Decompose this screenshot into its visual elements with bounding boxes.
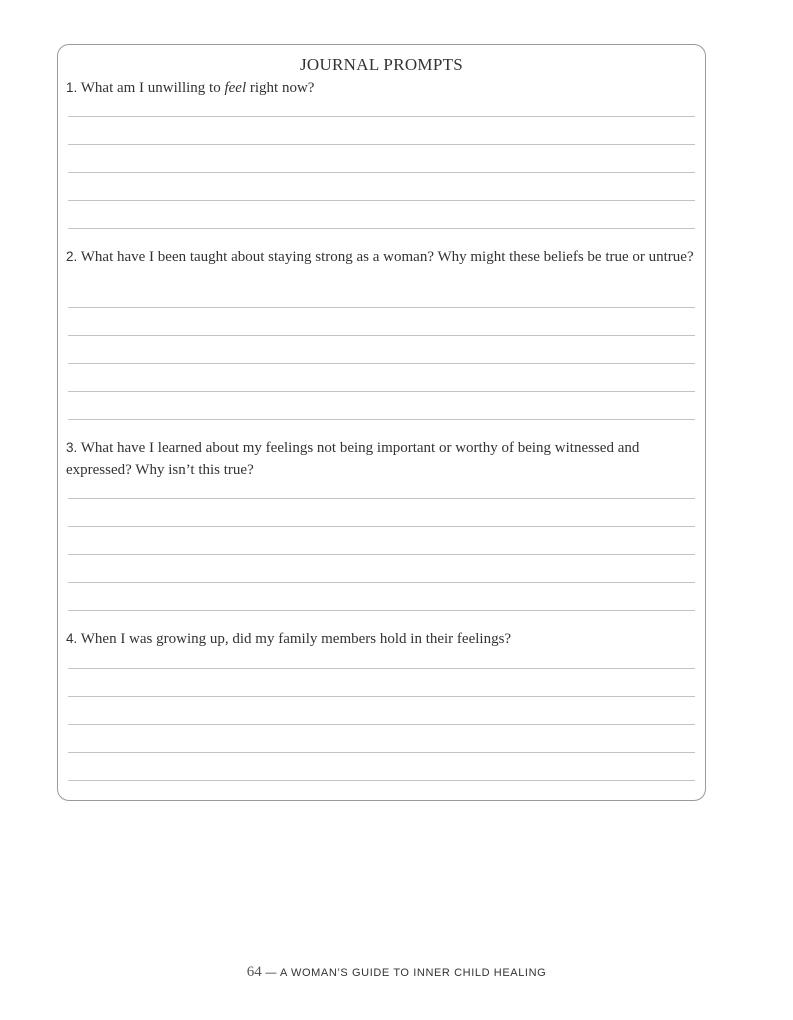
answer-line[interactable]: [68, 335, 695, 336]
prompt-number: 2.: [66, 249, 78, 264]
answer-line[interactable]: [68, 307, 695, 308]
answer-line[interactable]: [68, 696, 695, 697]
prompt-text: When I was growing up, did my family members hold in their feelings?: [80, 631, 512, 647]
section-title: JOURNAL PROMPTS: [299, 55, 464, 74]
answer-line[interactable]: [68, 363, 695, 364]
prompt-text: What have I been taught about staying strong as a woman? Why might these beliefs be true or untrue?: [80, 249, 694, 265]
answer-line[interactable]: [68, 116, 695, 117]
answer-line[interactable]: [68, 554, 695, 555]
answer-line[interactable]: [68, 172, 695, 173]
answer-line[interactable]: [68, 780, 695, 781]
answer-line[interactable]: [68, 724, 695, 725]
answer-line[interactable]: [68, 419, 695, 420]
answer-line[interactable]: [68, 752, 695, 753]
answer-line[interactable]: [68, 144, 695, 145]
page-footer: [0, 963, 793, 981]
answer-line[interactable]: [68, 610, 695, 611]
answer-line[interactable]: [68, 582, 695, 583]
answer-line[interactable]: [68, 498, 695, 499]
prompt-text-end: right now?: [246, 80, 315, 96]
answer-line[interactable]: [68, 391, 695, 392]
book-title: A WOMAN’S GUIDE TO INNER CHILD HEALING: [280, 967, 547, 979]
prompt-text-emphasis: feel: [224, 80, 247, 96]
prompt-4: [66, 628, 697, 651]
prompt-1: [66, 77, 697, 100]
prompt-text: What have I learned about my feelings not being important or worthy of being witnessed and expressed? Why isn’t this true?: [66, 440, 640, 478]
prompt-number: 1.: [66, 80, 78, 95]
prompt-text-start: What am I unwilling to: [80, 80, 225, 96]
page-number: 64: [246, 964, 262, 980]
prompt-number: 4.: [66, 631, 78, 646]
footer-separator: —: [261, 967, 281, 979]
prompt-2: [66, 246, 697, 269]
answer-line[interactable]: [68, 228, 695, 229]
answer-line[interactable]: [68, 526, 695, 527]
journal-prompts-box: [57, 44, 706, 801]
answer-line[interactable]: [68, 200, 695, 201]
prompt-number: 3.: [66, 440, 78, 455]
prompt-3: [66, 437, 697, 481]
answer-line[interactable]: [68, 668, 695, 669]
